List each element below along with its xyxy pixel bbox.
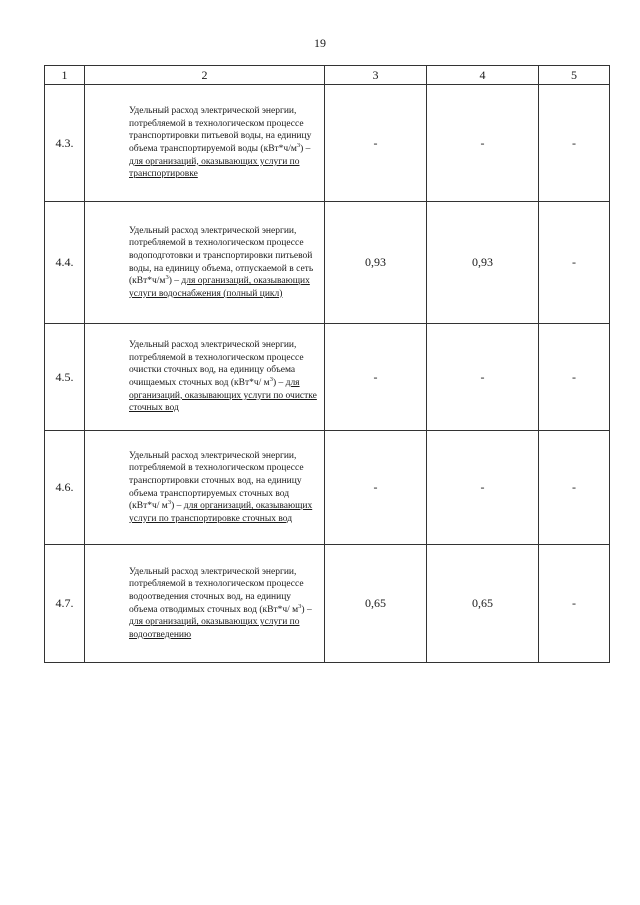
row-value-col3: 0,93 (325, 202, 427, 324)
row-value-col4: - (427, 324, 539, 431)
row-number: 4.7. (45, 545, 85, 663)
row-value-col4: 0,65 (427, 545, 539, 663)
row-value-col5: - (539, 545, 610, 663)
row-value-col5: - (539, 324, 610, 431)
row-description: Удельный расход электрической энергии, потребляемой в технологическом процессе очистки сточных вод, на единицу объема очищаемых сточных вод (кВт*ч/ $м^3$) – для организаций, оказывающих услуги по очистке сточных вод (85, 324, 325, 431)
page-number: 19 (314, 36, 326, 50)
row-number: 4.5. (45, 324, 85, 431)
row-value-col5: - (539, 85, 610, 202)
row-value-col4: - (427, 85, 539, 202)
column-header-5: 5 (539, 66, 610, 85)
column-header-2: 2 (85, 66, 325, 85)
row-value-col3: - (325, 324, 427, 431)
row-value-col5: - (539, 431, 610, 545)
table-row (45, 431, 610, 545)
table-header-row (45, 66, 610, 85)
table-row (45, 545, 610, 663)
row-value-col3: 0,65 (325, 545, 427, 663)
column-header-1: 1 (45, 66, 85, 85)
table-row (45, 85, 610, 202)
table-row (45, 202, 610, 324)
row-value-col5: - (539, 202, 610, 324)
row-description: Удельный расход электрической энергии, потребляемой в технологическом процессе водоотведения сточных вод, на единицу объема отводимых сточных вод (кВт*ч/ $м^3$) – для организаций, оказывающих услуги по водоотведению (85, 545, 325, 663)
row-value-col4: - (427, 431, 539, 545)
column-header-3: 3 (325, 66, 427, 85)
row-description: Удельный расход электрической энергии, потребляемой в технологическом процессе транспортировки сточных вод, на единицу объема транспортируемых сточных вод (кВт*ч/ $м^3$) – для организаций, оказывающих услуги по транспортировке сточных вод (85, 431, 325, 545)
row-description: Удельный расход электрической энергии, потребляемой в технологическом процессе водоподготовки и транспортировки питьевой воды, на единицу объема, отпускаемой в сеть $(кВт*ч/м^3)$ – для организаций, оказывающих услуги водоснабжения (полный цикл) (85, 202, 325, 324)
row-value-col3: - (325, 431, 427, 545)
row-number: 4.4. (45, 202, 85, 324)
indicators-table (44, 65, 610, 663)
row-number: 4.3. (45, 85, 85, 202)
row-description: Удельный расход электрической энергии, потребляемой в технологическом процессе транспортировки питьевой воды, на единицу объема транспортируемой воды $(кВт*ч/м^3)$ – для организаций, оказывающих услуги по транспортировке (85, 85, 325, 202)
row-value-col3: - (325, 85, 427, 202)
row-value-col4: 0,93 (427, 202, 539, 324)
table-row (45, 324, 610, 431)
column-header-4: 4 (427, 66, 539, 85)
row-number: 4.6. (45, 431, 85, 545)
